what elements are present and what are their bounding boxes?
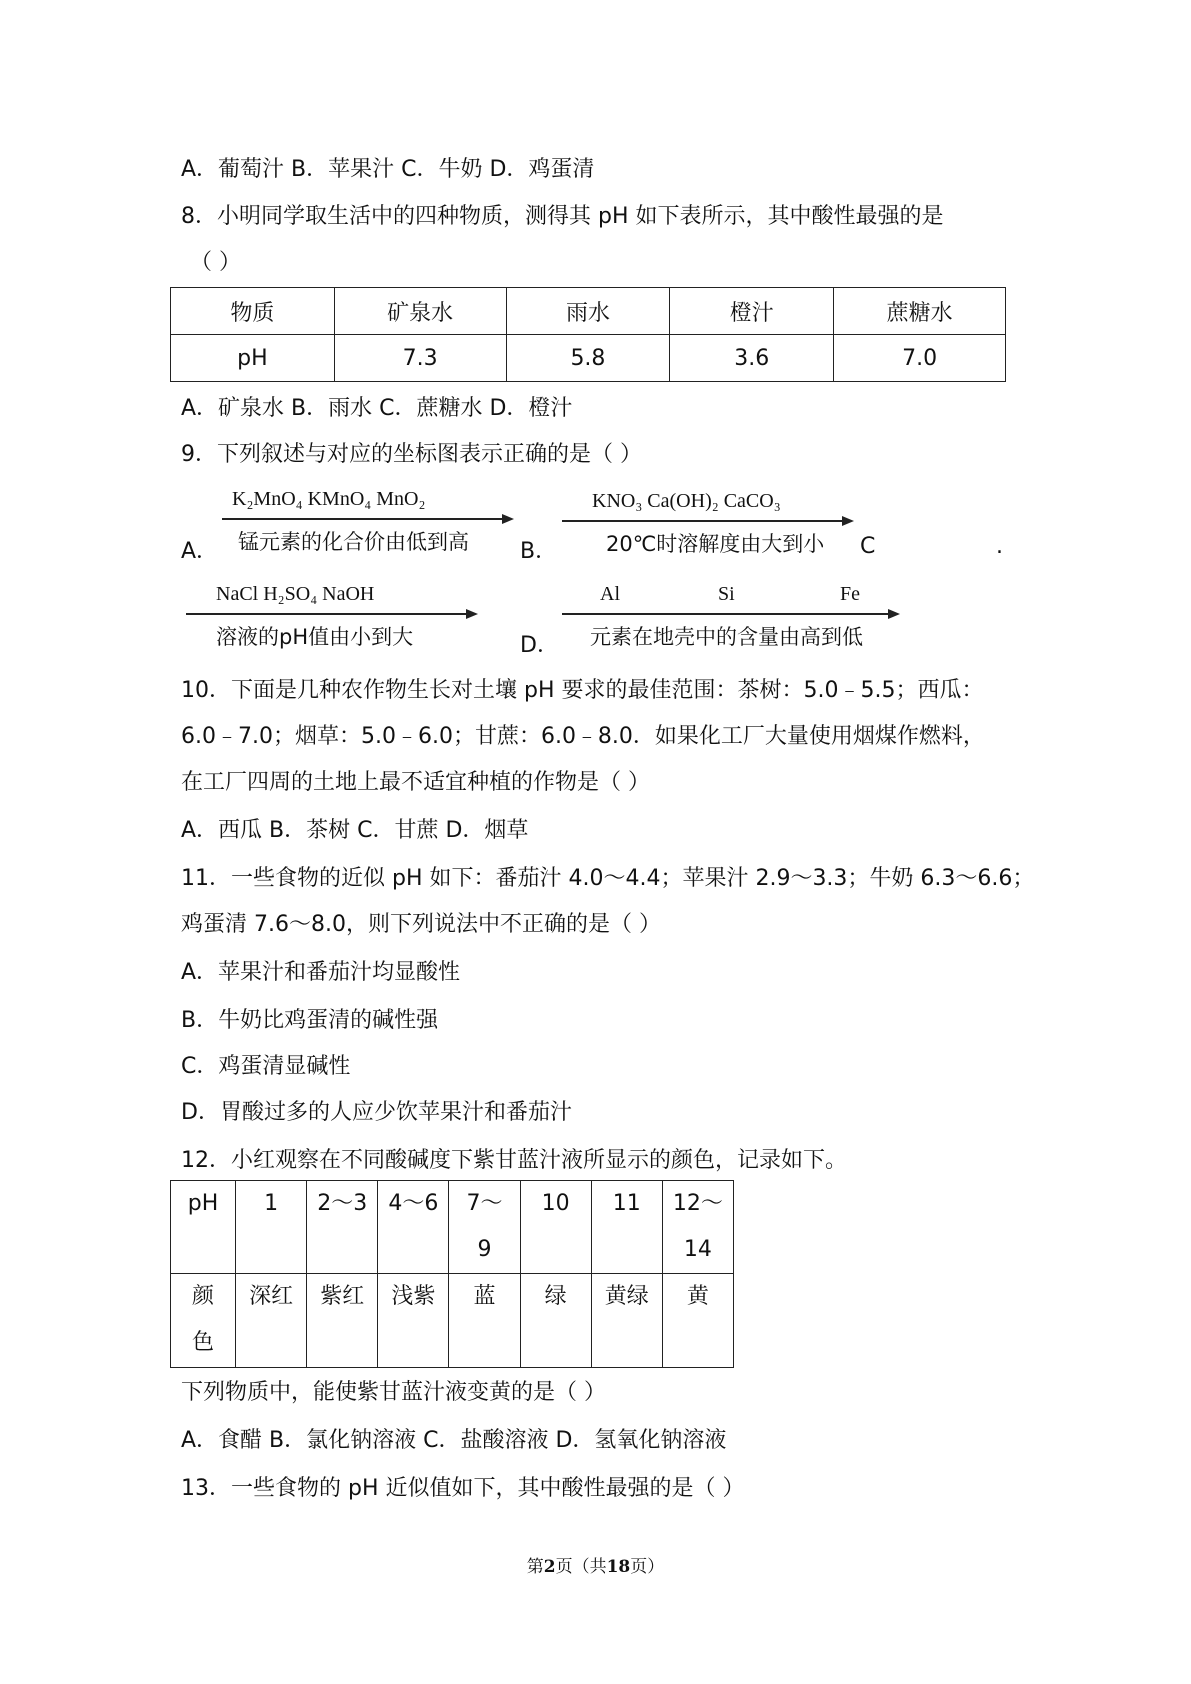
q8-ph-table	[170, 287, 1006, 382]
q11-option-a: A．苹果汁和番茄汁均显酸性	[181, 960, 461, 985]
q12-header-cell: 10	[520, 1181, 591, 1274]
q9-c-arrow	[186, 607, 478, 621]
q10-options: A．西瓜 B．茶树 C．甘蔗 D．烟草	[181, 818, 529, 843]
q8-header-cell: 橙汁	[670, 288, 834, 335]
q12-header-cell: 7～ 9	[449, 1181, 520, 1274]
q8-row-cell: 5.8	[506, 335, 670, 382]
q9-c-formulas: NaCl H₂SO₄ NaOH	[216, 583, 375, 605]
q12-row-cell: 紫红	[307, 1274, 378, 1368]
q10-stem-line2: 6.0﹣7.0；烟草：5.0﹣6.0；甘蔗：6.0﹣8.0．如果化工厂大量使用烟煤作燃料，	[181, 724, 985, 749]
q9-d-element-si: Si	[718, 583, 735, 605]
q11-option-b: B．牛奶比鸡蛋清的碱性强	[181, 1008, 439, 1033]
q11-stem-line2: 鸡蛋清 7.6～8.0，则下列说法中不正确的是（ ）	[181, 912, 661, 937]
q10-stem-line1: 10．下面是几种农作物生长对土壤 pH 要求的最佳范围：茶树：5.0﹣5.5；西瓜：	[181, 678, 984, 703]
q12-question: 下列物质中，能使紫甘蓝汁液变黄的是（ ）	[181, 1380, 606, 1405]
q12-row-cell: 浅紫	[378, 1274, 449, 1368]
q12-header-cell: 2～3	[307, 1181, 378, 1274]
q8-header-cell: 雨水	[506, 288, 670, 335]
q9-option-c-diagram	[186, 583, 478, 653]
q8-row-cell: pH	[171, 335, 335, 382]
q9-option-a-diagram	[222, 488, 514, 558]
q12-header-cell: 1	[236, 1181, 307, 1274]
q9-b-arrow	[562, 514, 854, 528]
page-footer	[0, 1552, 1191, 1577]
footer-total-pages: 18	[606, 1557, 631, 1577]
q9-d-caption: 元素在地壳中的含量由高到低	[590, 625, 863, 649]
q9-option-a-letter: A．	[181, 539, 219, 564]
q9-d-element-fe: Fe	[840, 583, 860, 605]
q9-option-b-letter: B．	[520, 539, 558, 564]
q11-option-c: C．鸡蛋清显碱性	[181, 1054, 351, 1079]
q13-stem: 13．一些食物的 pH 近似值如下，其中酸性最强的是（ ）	[181, 1476, 745, 1501]
footer-page-number: 2	[543, 1557, 556, 1577]
q8-header-cell: 物质	[171, 288, 335, 335]
q9-option-c-letter: C	[860, 534, 876, 559]
q9-option-b-diagram	[562, 490, 854, 560]
q9-option-c-dot: .	[996, 534, 1003, 559]
q8-options: A．矿泉水 B．雨水 C．蔗糖水 D．橙汁	[181, 396, 573, 421]
q9-option-d-letter: D．	[520, 633, 559, 658]
q11-option-d: D．胃酸过多的人应少饮苹果汁和番茄汁	[181, 1100, 572, 1125]
q8-header-cell: 蔗糖水	[834, 288, 1006, 335]
q9-b-formulas: KNO₃ Ca(OH)₂ CaCO₃	[592, 490, 781, 512]
q9-a-arrow	[222, 512, 514, 526]
q12-color-table	[170, 1180, 734, 1368]
q10-stem-line3: 在工厂四周的土地上最不适宜种植的作物是（ ）	[181, 770, 650, 795]
q12-header-cell: 11	[591, 1181, 662, 1274]
q12-row-cell: 黄绿	[591, 1274, 662, 1368]
q12-row-cell: 蓝	[449, 1274, 520, 1368]
q12-options: A．食醋 B．氯化钠溶液 C．盐酸溶液 D．氢氧化钠溶液	[181, 1428, 727, 1453]
q9-a-caption: 锰元素的化合价由低到高	[238, 530, 469, 554]
footer-prefix: 第	[526, 1557, 544, 1577]
q12-header-cell: pH	[171, 1181, 236, 1274]
q9-a-formulas: K₂MnO₄ KMnO₄ MnO₂	[232, 488, 426, 510]
q8-header-cell: 矿泉水	[334, 288, 506, 335]
q8-stem-line2: （ ）	[190, 250, 241, 275]
q12-stem: 12．小红观察在不同酸碱度下紫甘蓝汁液所显示的颜色，记录如下。	[181, 1148, 847, 1173]
q8-row-cell: 7.3	[334, 335, 506, 382]
q9-c-caption: 溶液的pH值由小到大	[216, 625, 414, 649]
q9-d-arrow	[562, 607, 900, 621]
q12-row-cell: 绿	[520, 1274, 591, 1368]
q11-stem-line1: 11．一些食物的近似 pH 如下：番茄汁 4.0～4.4；苹果汁 2.9～3.3；牛奶 6.3～6.6；	[181, 866, 1035, 891]
q9-d-element-al: Al	[600, 583, 620, 605]
q9-b-caption: 20℃时溶解度由大到小	[606, 532, 825, 556]
q8-row-cell: 7.0	[834, 335, 1006, 382]
footer-middle: 页（共	[555, 1557, 607, 1577]
q12-row-cell: 黄	[662, 1274, 733, 1368]
footer-suffix: 页）	[630, 1557, 665, 1577]
q7-options: A．葡萄汁 B．苹果汁 C．牛奶 D．鸡蛋清	[181, 157, 595, 182]
q12-row-cell: 深红	[236, 1274, 307, 1368]
q8-row-cell: 3.6	[670, 335, 834, 382]
q9-stem: 9．下列叙述与对应的坐标图表示正确的是（ ）	[181, 442, 642, 467]
q12-row-cell: 颜 色	[171, 1274, 236, 1368]
q12-header-cell: 12～ 14	[662, 1181, 733, 1274]
q9-option-d-diagram	[562, 583, 900, 653]
q8-stem-line1: 8．小明同学取生活中的四种物质，测得其 pH 如下表所示，其中酸性最强的是	[181, 204, 944, 229]
q12-header-cell: 4～6	[378, 1181, 449, 1274]
